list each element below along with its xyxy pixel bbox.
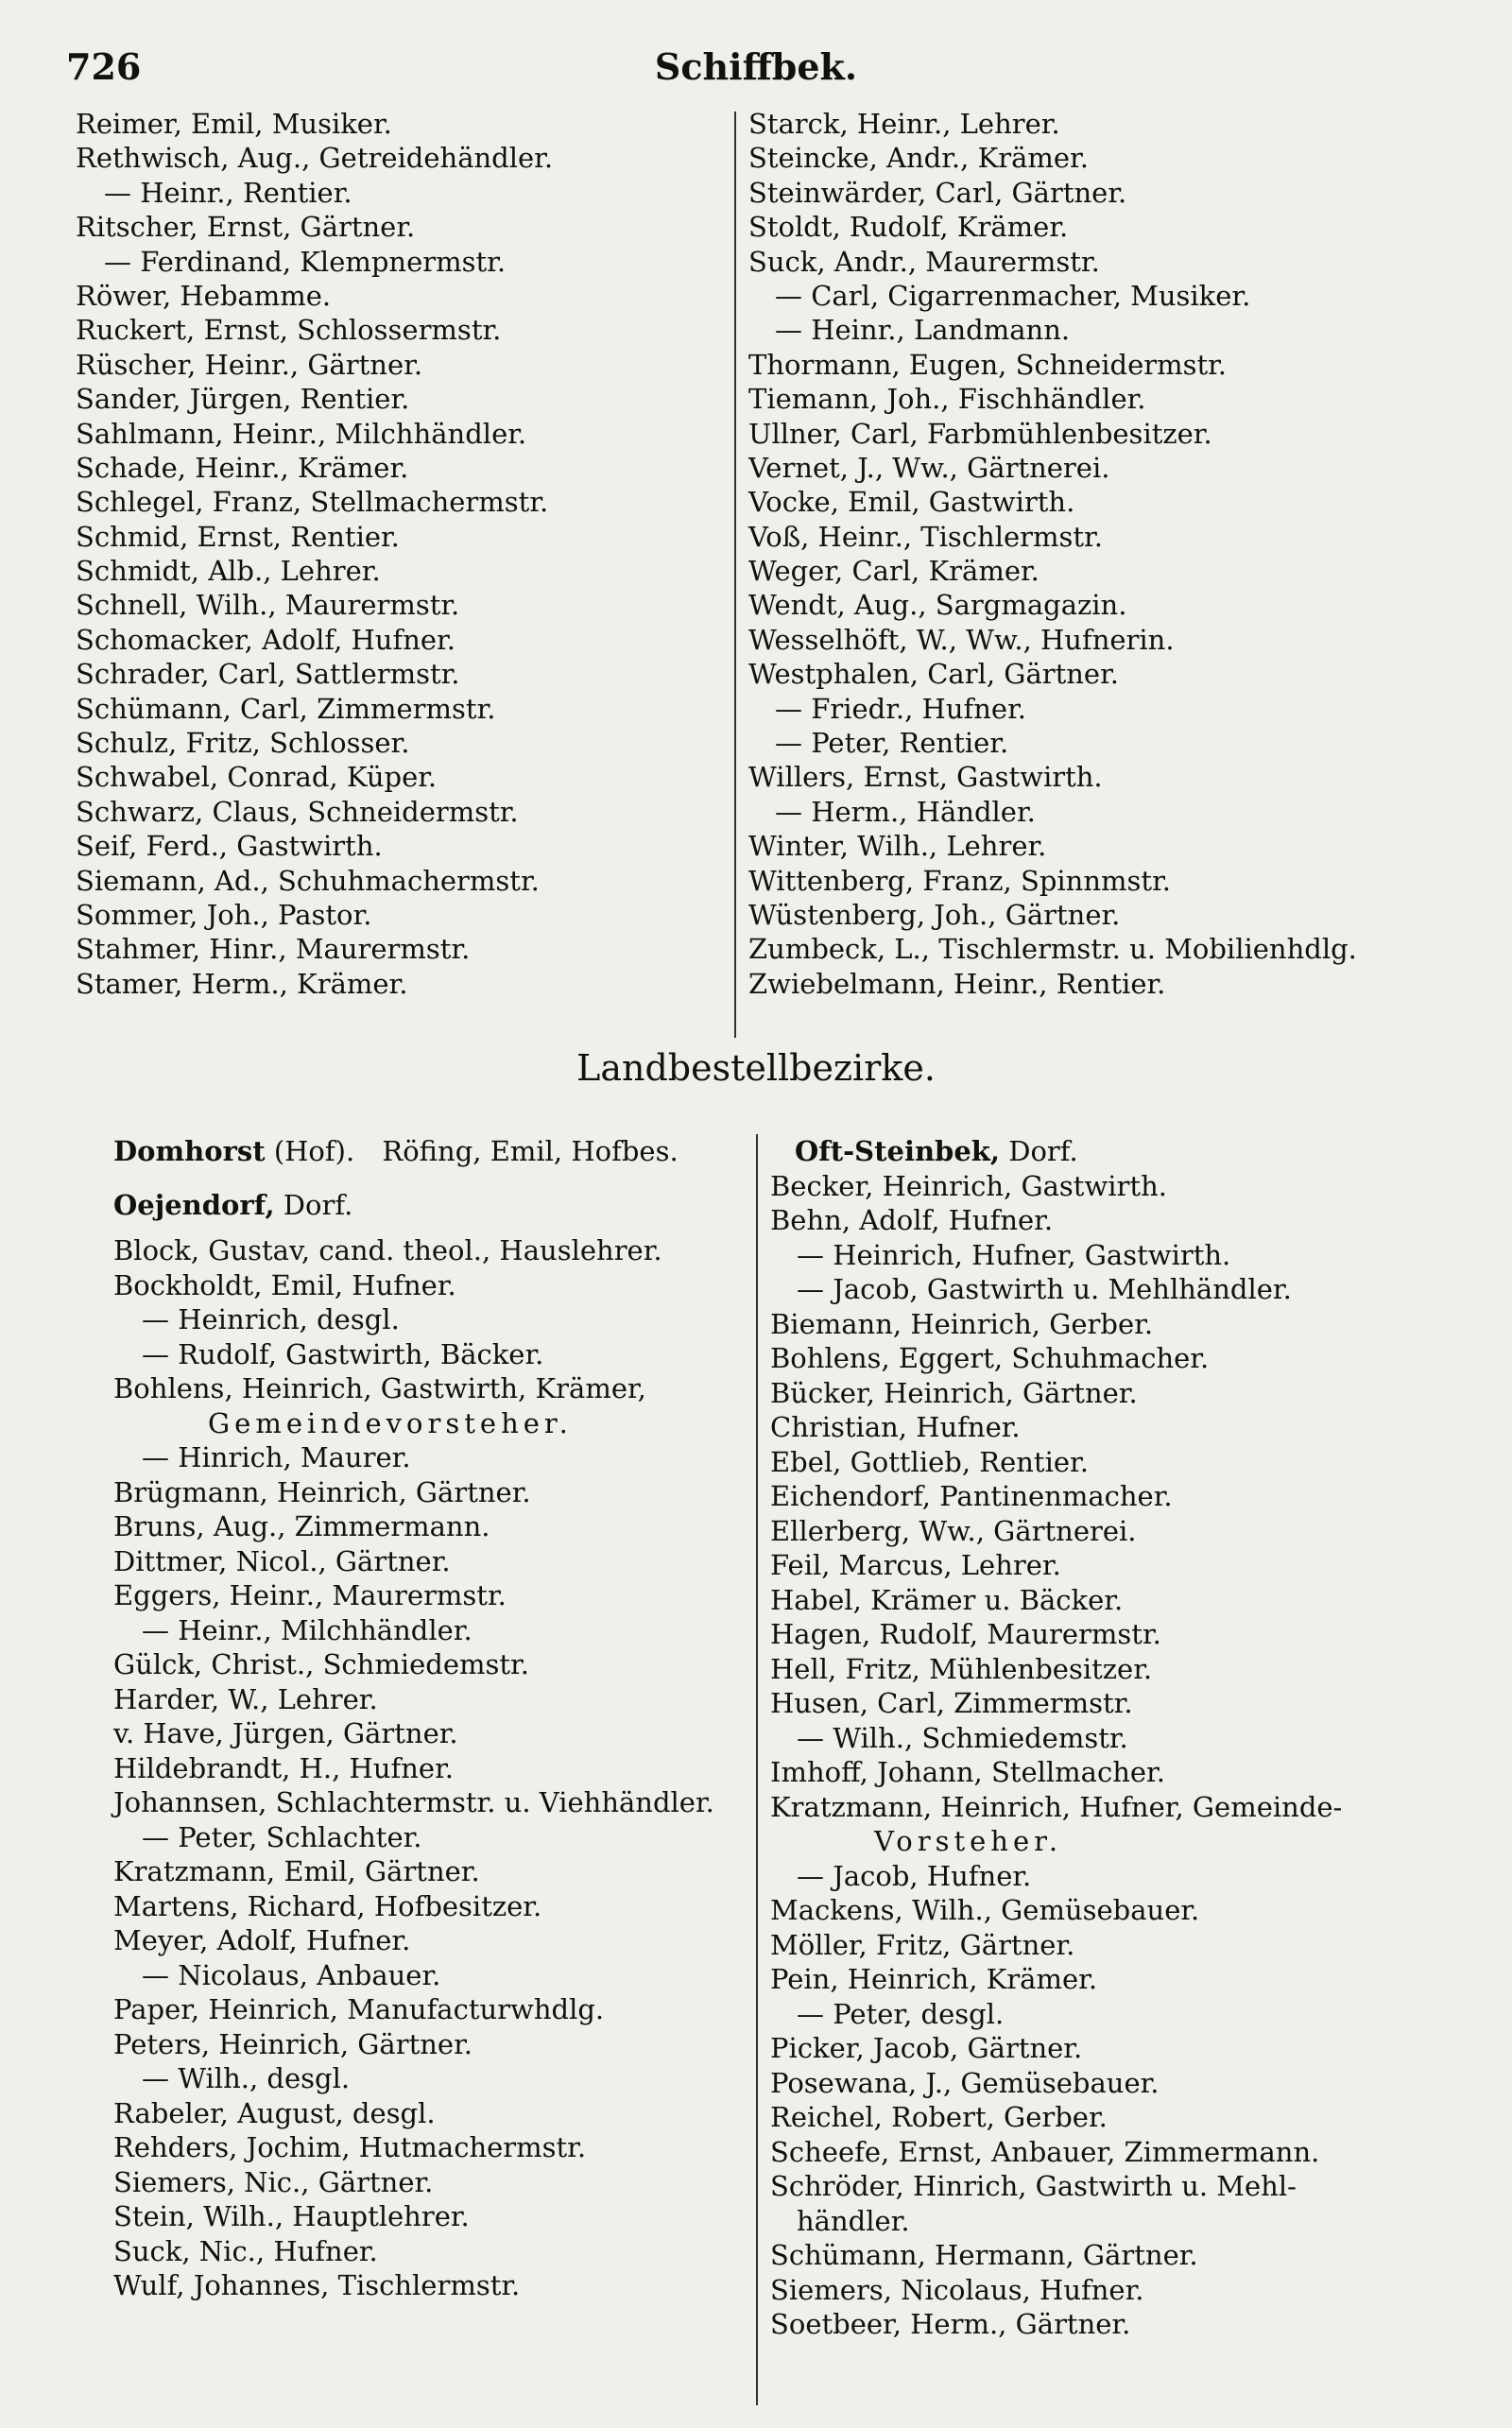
list-item: — Jacob, Gastwirth u. Mehlhändler. xyxy=(797,1273,1292,1305)
place-name: Domhorst xyxy=(113,1135,266,1167)
list-item: Bockholdt, Emil, Hufner. xyxy=(113,1268,456,1301)
list-item: Schwarz, Claus, Schneidermstr. xyxy=(76,795,519,828)
list-item: Steinwärder, Carl, Gärtner. xyxy=(748,176,1127,209)
list-item: Zumbeck, L., Tischlermstr. u. Mobilienhdlg. xyxy=(748,933,1357,966)
list-item: Eichendorf, Pantinenmacher. xyxy=(770,1480,1173,1512)
list-item: — Ferdinand, Klempnermstr. xyxy=(104,245,507,278)
list-item: Schröder, Hinrich, Gastwirth u. Mehl- xyxy=(770,2170,1297,2202)
place-heading-oejendorf xyxy=(113,1188,714,1223)
list-item: Eggers, Heinr., Maurermstr. xyxy=(113,1579,507,1611)
section-title: Landbestellbezirke. xyxy=(576,1047,936,1089)
page-number: 726 xyxy=(66,45,142,88)
place-qualifier: Dorf. xyxy=(1008,1135,1078,1167)
list-item: Schulz, Fritz, Schlosser. xyxy=(76,727,410,760)
list-item: Ritscher, Ernst, Gärtner. xyxy=(76,211,416,244)
list-item: Meyer, Adolf, Hufner. xyxy=(113,1924,411,1956)
list-item: Imhoff, Johann, Stellmacher. xyxy=(770,1756,1165,1788)
list-item: Westphalen, Carl, Gärtner. xyxy=(748,658,1119,691)
list-item: — Heinr., Landmann. xyxy=(775,314,1071,347)
list-item: Seif, Ferd., Gastwirth. xyxy=(76,830,383,863)
list-item: Siemers, Nicolaus, Hufner. xyxy=(770,2273,1144,2306)
list-item: Ellerberg, Ww., Gärtnerei. xyxy=(770,1514,1137,1547)
place-name: Oft-Steinbek, xyxy=(795,1135,1000,1167)
column-divider xyxy=(734,112,736,1038)
list-item: Sahlmann, Heinr., Milchhändler. xyxy=(76,417,527,450)
list-item: Ullner, Carl, Farbmühlenbesitzer. xyxy=(748,417,1212,450)
list-item: händler. xyxy=(797,2204,910,2237)
list-item: Harder, W., Lehrer. xyxy=(113,1682,378,1715)
list-item: Pein, Heinrich, Krämer. xyxy=(770,1963,1098,1995)
list-item: Bohlens, Eggert, Schuhmacher. xyxy=(770,1342,1210,1374)
list-item: Siemers, Nic., Gärtner. xyxy=(113,2165,434,2198)
list-item: Becker, Heinrich, Gastwirth. xyxy=(770,1169,1167,1202)
list-item: Biemann, Heinrich, Gerber. xyxy=(770,1307,1154,1340)
list-item: Schümann, Hermann, Gärtner. xyxy=(770,2239,1198,2271)
list-item: Brügmann, Heinrich, Gärtner. xyxy=(113,1475,531,1508)
list-item: Reimer, Emil, Musiker. xyxy=(76,108,392,140)
list-item: Vernet, J., Ww., Gärtnerei. xyxy=(748,451,1110,484)
list-item: Mackens, Wilh., Gemüsebauer. xyxy=(770,1894,1200,1926)
list-item: v. Have, Jürgen, Gärtner. xyxy=(113,1717,458,1749)
list-item: Block, Gustav, cand. theol., Hauslehrer. xyxy=(113,1234,662,1266)
list-item: Röfing, Emil, Hofbes. xyxy=(382,1135,679,1167)
list-item: Johannsen, Schlachtermstr. u. Viehhändler. xyxy=(113,1786,714,1818)
list-item: Steincke, Andr., Krämer. xyxy=(748,142,1089,175)
list-item: Habel, Krämer u. Bäcker. xyxy=(770,1583,1124,1616)
list-item: Wulf, Johannes, Tischlermstr. xyxy=(113,2269,521,2301)
list-item: Schrader, Carl, Sattlermstr. xyxy=(76,658,460,691)
list-item: Rüscher, Heinr., Gärtner. xyxy=(76,348,423,381)
list-item: Voß, Heinr., Tischlermstr. xyxy=(748,520,1103,553)
list-item: Christian, Hufner. xyxy=(770,1411,1021,1443)
list-item: Suck, Nic., Hufner. xyxy=(113,2234,378,2267)
list-item: — Heinr., Rentier. xyxy=(104,176,352,209)
list-item: Thormann, Eugen, Schneidermstr. xyxy=(748,348,1228,381)
list-item: Rabeler, August, desgl. xyxy=(113,2096,436,2129)
list-item: Rethwisch, Aug., Getreidehändler. xyxy=(76,142,554,175)
list-item: Bruns, Aug., Zimmermann. xyxy=(113,1510,490,1542)
list-item: Winter, Wilh., Lehrer. xyxy=(748,830,1047,863)
list-item: Ebel, Gottlieb, Rentier. xyxy=(770,1445,1089,1478)
lower-right-column xyxy=(770,1134,1342,2342)
list-item: Stahmer, Hinr., Maurermstr. xyxy=(76,933,471,966)
list-item: Starck, Heinr., Lehrer. xyxy=(748,108,1060,140)
list-item: Ruckert, Ernst, Schlossermstr. xyxy=(76,314,502,347)
list-item: — Carl, Cigarrenmacher, Musiker. xyxy=(775,279,1251,312)
list-item: Wendt, Aug., Sargmagazin. xyxy=(748,589,1127,622)
place-qualifier: (Hof). xyxy=(273,1135,355,1167)
upper-right-column xyxy=(748,107,1357,1001)
list-item: Schade, Heinr., Krämer. xyxy=(76,451,409,484)
list-item: Peters, Heinrich, Gärtner. xyxy=(113,2027,472,2060)
list-item: Schomacker, Adolf, Hufner. xyxy=(76,623,455,656)
list-item: — Peter, desgl. xyxy=(797,1997,1005,2030)
list-item: Paper, Heinrich, Manufacturwhdlg. xyxy=(113,1993,605,2025)
list-item: Bohlens, Heinrich, Gastwirth, Krämer, xyxy=(113,1372,646,1404)
list-item: Willers, Ernst, Gastwirth. xyxy=(748,761,1103,794)
list-item: Feil, Marcus, Lehrer. xyxy=(770,1549,1061,1581)
list-item: Suck, Andr., Maurermstr. xyxy=(748,245,1100,278)
list-item: Rehders, Jochim, Hutmachermstr. xyxy=(113,2131,587,2163)
upper-left-column xyxy=(76,107,553,1001)
list-item: Schwabel, Conrad, Küper. xyxy=(76,761,438,794)
place-heading-domhorst xyxy=(113,1134,714,1169)
list-item: Schlegel, Franz, Stellmachermstr. xyxy=(76,486,549,519)
list-item: Gemeindevorsteher. xyxy=(208,1406,573,1439)
list-item: Wesselhöft, W., Ww., Hufnerin. xyxy=(748,623,1175,656)
list-item: — Nicolaus, Anbauer. xyxy=(142,1958,441,1991)
list-item: — Heinr., Milchhändler. xyxy=(142,1613,472,1646)
list-item: Siemann, Ad., Schuhmachermstr. xyxy=(76,864,540,897)
list-item: Dittmer, Nicol., Gärtner. xyxy=(113,1544,451,1577)
list-item: Wüstenberg, Joh., Gärtner. xyxy=(748,898,1121,931)
list-item: Röwer, Hebamme. xyxy=(76,279,332,312)
list-item: Schmidt, Alb., Lehrer. xyxy=(76,555,381,588)
list-item: Wittenberg, Franz, Spinnmstr. xyxy=(748,864,1171,897)
list-item: — Heinrich, Hufner, Gastwirth. xyxy=(797,1238,1231,1271)
list-item: — Hinrich, Maurer. xyxy=(142,1441,411,1473)
list-item: Martens, Richard, Hofbesitzer. xyxy=(113,1889,542,1922)
list-item: Schümann, Carl, Zimmermstr. xyxy=(76,692,496,725)
lower-left-column xyxy=(113,1134,714,2303)
list-item: Reichel, Robert, Gerber. xyxy=(770,2101,1108,2133)
list-item: — Wilh., Schmiedemstr. xyxy=(797,1721,1128,1754)
list-item: Zwiebelmann, Heinr., Rentier. xyxy=(748,967,1166,1000)
list-item: Gülck, Christ., Schmiedemstr. xyxy=(113,1648,529,1680)
list-item: Schnell, Wilh., Maurermstr. xyxy=(76,589,460,622)
list-item: — Friedr., Hufner. xyxy=(775,692,1026,725)
list-item: Hildebrandt, H., Hufner. xyxy=(113,1751,454,1784)
list-item: — Jacob, Hufner. xyxy=(797,1859,1032,1892)
list-item: Stein, Wilh., Hauptlehrer. xyxy=(113,2200,470,2232)
list-item: Soetbeer, Herm., Gärtner. xyxy=(770,2308,1131,2340)
list-item: — Peter, Schlachter. xyxy=(142,1820,422,1853)
list-item: Vorsteher. xyxy=(874,1825,1063,1857)
list-item: Vocke, Emil, Gastwirth. xyxy=(748,486,1075,519)
list-item: Kratzmann, Heinrich, Hufner, Gemeinde- xyxy=(770,1790,1343,1823)
list-item: — Rudolf, Gastwirth, Bäcker. xyxy=(142,1337,544,1370)
list-item: Behn, Adolf, Hufner. xyxy=(770,1204,1054,1236)
list-item: Hell, Fritz, Mühlenbesitzer. xyxy=(770,1652,1153,1685)
list-item: Sander, Jürgen, Rentier. xyxy=(76,383,410,416)
list-item: Hagen, Rudolf, Maurermstr. xyxy=(770,1618,1161,1650)
list-item: — Peter, Rentier. xyxy=(775,727,1009,760)
place-qualifier: Dorf. xyxy=(283,1188,353,1221)
column-divider xyxy=(756,1134,758,2405)
list-item: Sommer, Joh., Pastor. xyxy=(76,898,372,931)
list-item: Husen, Carl, Zimmermstr. xyxy=(770,1687,1133,1719)
place-heading-oststeinbek xyxy=(770,1134,1342,1169)
list-item: Kratzmann, Emil, Gärtner. xyxy=(113,1855,480,1887)
list-item: Picker, Jacob, Gärtner. xyxy=(770,2032,1083,2064)
list-item: — Wilh., desgl. xyxy=(142,2062,351,2094)
list-item: Posewana, J., Gemüsebauer. xyxy=(770,2066,1160,2099)
list-item: — Herm., Händler. xyxy=(775,795,1036,828)
list-item: Möller, Fritz, Gärtner. xyxy=(770,1928,1075,1961)
list-item: Stoldt, Rudolf, Krämer. xyxy=(748,211,1069,244)
list-item: Bücker, Heinrich, Gärtner. xyxy=(770,1376,1138,1409)
list-item: Stamer, Herm., Krämer. xyxy=(76,967,408,1000)
list-item: Weger, Carl, Krämer. xyxy=(748,555,1040,588)
list-item: Schmid, Ernst, Rentier. xyxy=(76,520,400,553)
list-item: Scheefe, Ernst, Anbauer, Zimmermann. xyxy=(770,2135,1320,2168)
list-item: Tiemann, Joh., Fischhändler. xyxy=(748,383,1146,416)
list-item: — Heinrich, desgl. xyxy=(142,1303,400,1335)
place-name: Oejendorf, xyxy=(113,1188,275,1221)
running-title: Schiffbek. xyxy=(654,45,858,88)
